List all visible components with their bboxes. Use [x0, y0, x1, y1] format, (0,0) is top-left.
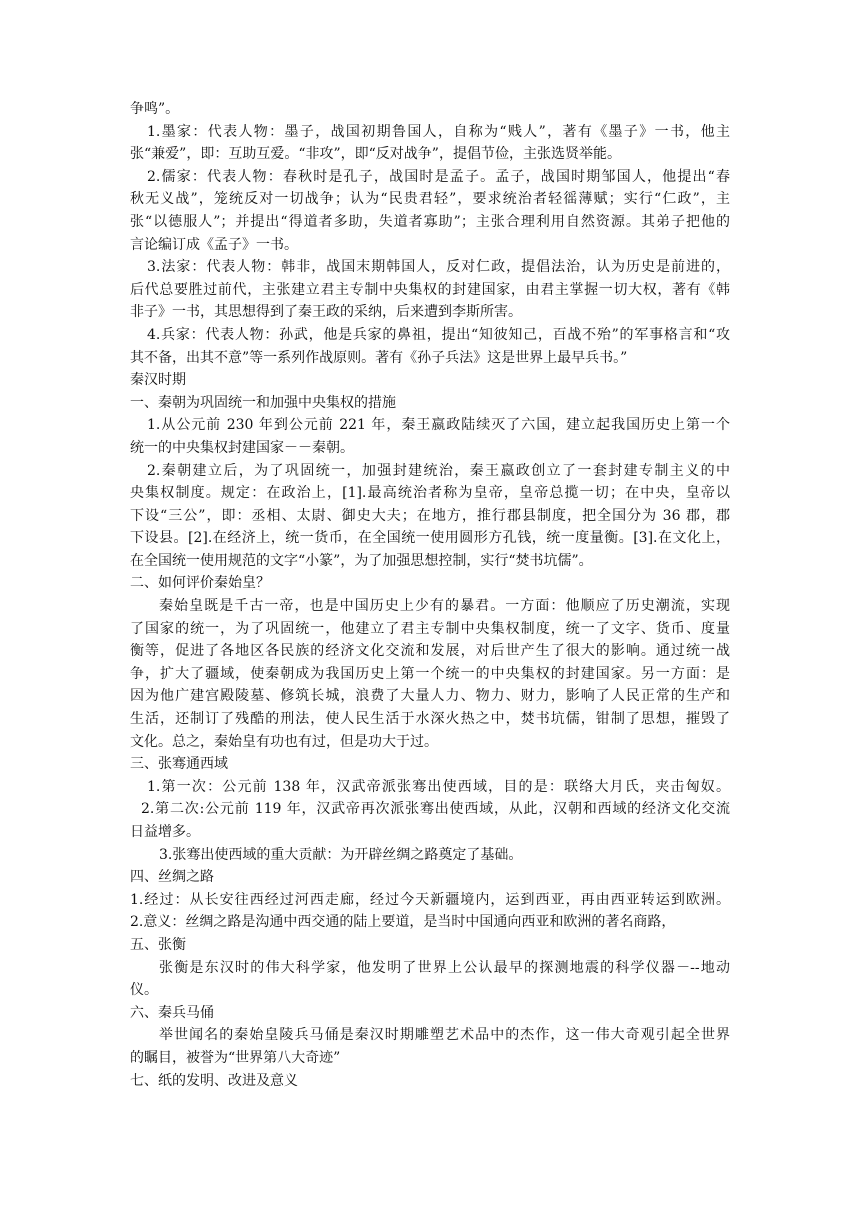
- section-heading: 秦汉时期: [130, 372, 186, 389]
- text-line: 下设县。[2].在经济上，统一货币，在全国统一使用圆形方孔钱，统一度量衡。[3].在文化上，: [130, 530, 730, 547]
- text-line: 1.经过：从长安往西经过河西走廊，经过今天新疆境内，运到西亚，再由西亚转运到欧洲。: [130, 891, 730, 908]
- section-heading: 二、如何评价秦始皇？: [130, 575, 270, 592]
- document-body: [130, 98, 730, 1092]
- text-line: 1.从公元前 230 年到公元前 221 年，秦王嬴政陆续灭了六国，建立起我国历史上第一个: [147, 417, 730, 434]
- section-heading: 四、丝绸之路: [130, 869, 214, 886]
- text-line: 言论编订成《孟子》一书。: [130, 236, 298, 253]
- text-line: 因为他广建宫殿陵墓、修筑长城，浪费了大量人力、物力、财力，影响了人民正常的生产和: [130, 688, 730, 705]
- section-heading: 六、秦兵马俑: [130, 1004, 214, 1021]
- text-line: 秋无义战”，笼统反对一切战争；认为“民贵君轻”，要求统治者轻徭薄赋；实行“仁政”，主: [130, 191, 730, 208]
- text-line: 央集权制度。规定：在政治上，[1].最高统治者称为皇帝，皇帝总揽一切；在中央，皇帝以: [130, 485, 730, 502]
- text-line: 4.兵家：代表人物：孙武，他是兵家的鼻祖，提出“知彼知己，百战不殆”的军事格言和“攻: [147, 326, 730, 343]
- text-line: 2.意义：丝绸之路是沟通中西交通的陆上要道，是当时中国通向西亚和欧洲的著名商路，: [130, 914, 676, 931]
- text-line: 1.墨家：代表人物：墨子，战国初期鲁国人，自称为“贱人”，著有《墨子》一书，他主: [147, 123, 730, 140]
- text-line: 下设“三公”，即：丞相、太尉、御史大夫；在地方，推行郡县制度，把全国分为 36 郡，郡: [130, 507, 730, 524]
- section-heading: 三、张骞通西域: [130, 756, 228, 773]
- text-line: 张“兼爱”，即：互助互爱。“非攻”，即“反对战争”，提倡节俭，主张选贤举能。: [130, 146, 621, 163]
- text-line: 了国家的统一，为了巩固统一，他建立了君主专制中央集权制度，统一了文字、货币、度量: [130, 620, 730, 637]
- section-heading: 一、秦朝为巩固统一和加强中央集权的措施: [130, 394, 396, 411]
- text-line: 争，扩大了疆域，使秦朝成为我国历史上第一个统一的中央集权的封建国家。另一方面：是: [130, 665, 730, 682]
- text-line: 3.法家：代表人物：韩非，战国末期韩国人，反对仁政，提倡法治，认为历史是前进的，: [147, 259, 730, 276]
- text-line: 衡等，促进了各地区各民族的经济文化交流和发展，对后世产生了很大的影响。通过统一战: [130, 643, 730, 660]
- text-line: 日益增多。: [130, 824, 200, 840]
- text-line: 文化。总之，秦始皇有功也有过，但是功大于过。: [130, 733, 438, 750]
- text-line: 2.秦朝建立后，为了巩固统一，加强封建统治，秦王嬴政创立了一套封建专制主义的中: [147, 462, 730, 479]
- text-line: 后代总要胜过前代，主张建立君主专制中央集权的封建国家，由君主掌握一切大权，著有《韩: [130, 281, 730, 298]
- text-line: 的瞩目，被誉为“世界第八大奇迹”: [130, 1049, 341, 1066]
- text-line: 在全国统一使用规范的文字“小篆”，为了加强思想控制，实行“焚书坑儒”。: [130, 552, 593, 569]
- text-line: 2.第二次:公元前 119 年，汉武帝再次派张骞出使西域，从此，汉朝和西域的经济文化交流: [141, 801, 730, 818]
- text-line: 生活，还制订了残酷的刑法，使人民生活于水深火热之中，焚书坑儒，钳制了思想，摧毁了: [130, 711, 730, 728]
- text-line: 统一的中央集权封建国家－－秦朝。: [130, 439, 354, 456]
- section-heading: 七、纸的发明、改进及意义: [130, 1072, 298, 1089]
- text-line: 仪。: [130, 982, 158, 999]
- text-line: 2.儒家：代表人物：春秋时是孔子，战国时是孟子。孟子，战国时期邹国人，他提出“春: [147, 168, 730, 185]
- text-line: 1.第一次：公元前 138 年，汉武帝派张骞出使西域，目的是：联络大月氏，夹击匈奴。: [147, 778, 730, 795]
- text-line: 其不备，出其不意”等一系列作战原则。著有《孙子兵法》这是世界上最早兵书。”: [130, 349, 628, 366]
- text-line: 秦始皇既是千古一帝，也是中国历史上少有的暴君。一方面：他顺应了历史潮流，实现: [159, 598, 730, 615]
- text-line: 张“以德服人”；并提出“得道者多助，失道者寡助”；主张合理利用自然资源。其弟子把他的: [130, 213, 730, 230]
- text-line: 举世闻名的秦始皇陵兵马俑是秦汉时期雕塑艺术品中的杰作，这一伟大奇观引起全世界: [159, 1027, 730, 1044]
- text-line: 张衡是东汉时的伟大科学家，他发明了世界上公认最早的探测地震的科学仪器－--地动: [159, 959, 730, 976]
- section-heading: 五、张衡: [130, 936, 186, 953]
- text-line: 3.张骞出使西域的重大贡献：为开辟丝绸之路奠定了基础。: [159, 846, 523, 863]
- text-line: 争鸣”。: [130, 101, 180, 117]
- text-line: 非子》一书，其思想得到了秦王政的采纳，后来遭到李斯所害。: [130, 304, 522, 321]
